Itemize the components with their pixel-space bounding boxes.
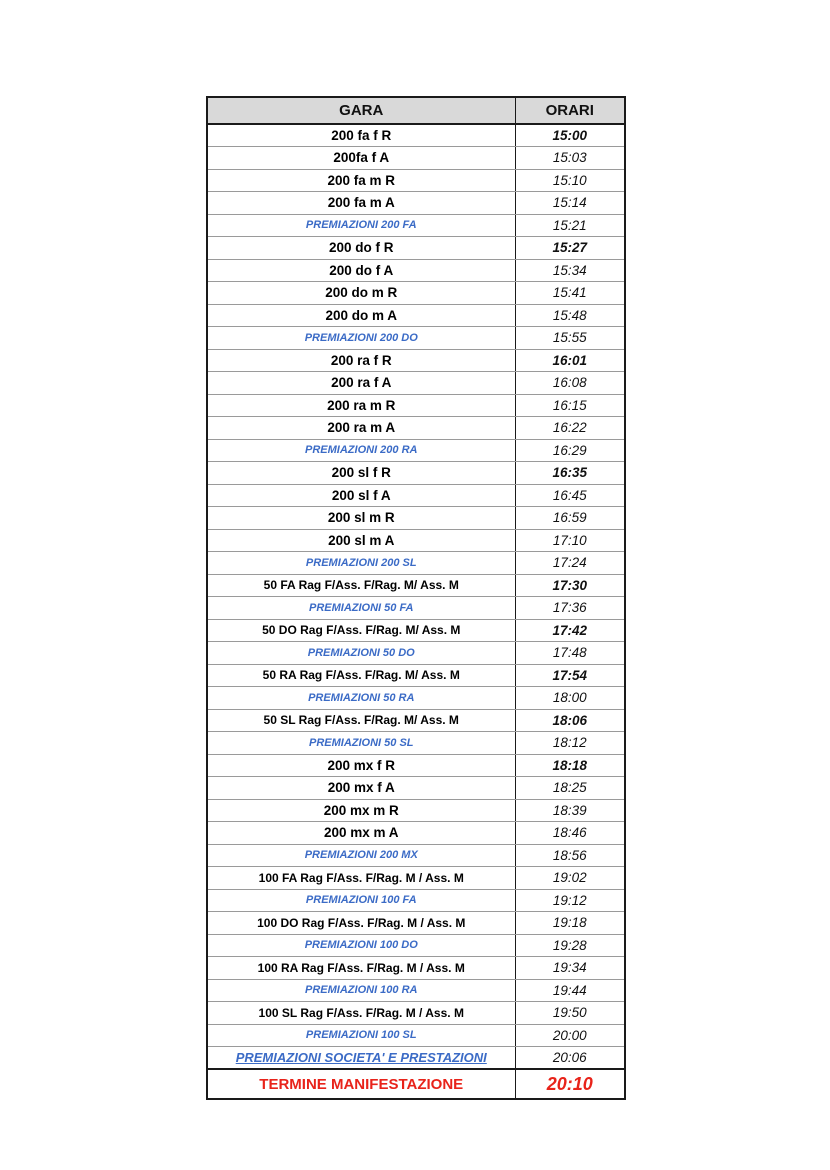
- table-row: [207, 484, 625, 507]
- table-row: [207, 237, 625, 260]
- orari-cell: 19:50: [515, 1002, 625, 1025]
- table-row: [207, 147, 625, 170]
- orari-cell: 18:06: [515, 709, 625, 732]
- gara-cell: 50 DO Rag F/Ass. F/Rag. M/ Ass. M: [207, 619, 515, 642]
- orari-cell: 18:12: [515, 732, 625, 755]
- table-row: [207, 192, 625, 215]
- orari-cell: 17:42: [515, 619, 625, 642]
- orari-cell: 15:48: [515, 304, 625, 327]
- gara-cell: 200 ra m A: [207, 417, 515, 440]
- gara-cell: 200 sl f R: [207, 462, 515, 485]
- orari-cell: 19:12: [515, 889, 625, 912]
- orari-cell: 16:35: [515, 462, 625, 485]
- orari-cell: 15:00: [515, 124, 625, 147]
- orari-cell: 16:15: [515, 394, 625, 417]
- table-row: [207, 732, 625, 755]
- table-row: [207, 282, 625, 305]
- table-row: [207, 259, 625, 282]
- table-row: [207, 417, 625, 440]
- gara-cell: 200 sl f A: [207, 484, 515, 507]
- orari-cell: 15:27: [515, 237, 625, 260]
- table-row: [207, 844, 625, 867]
- orari-cell: 20:06: [515, 1047, 625, 1070]
- premiazioni-cell: PREMIAZIONI 50 SL: [207, 732, 515, 755]
- table-row: [207, 664, 625, 687]
- premiazioni-cell: PREMIAZIONI 200 DO: [207, 327, 515, 350]
- header-orari: ORARI: [515, 97, 625, 124]
- table-row: [207, 687, 625, 710]
- gara-cell: 100 DO Rag F/Ass. F/Rag. M / Ass. M: [207, 912, 515, 935]
- gara-cell: 200 do f A: [207, 259, 515, 282]
- table-row: [207, 462, 625, 485]
- orari-cell: 19:18: [515, 912, 625, 935]
- table-row: [207, 777, 625, 800]
- premiazioni-cell: PREMIAZIONI 50 FA: [207, 597, 515, 620]
- table-row: [207, 214, 625, 237]
- table-row: [207, 439, 625, 462]
- orari-cell: 15:41: [515, 282, 625, 305]
- orari-cell: 18:00: [515, 687, 625, 710]
- gara-cell: 50 FA Rag F/Ass. F/Rag. M/ Ass. M: [207, 574, 515, 597]
- orari-cell: 15:03: [515, 147, 625, 170]
- gara-cell: 100 RA Rag F/Ass. F/Rag. M / Ass. M: [207, 957, 515, 980]
- table-row: [207, 619, 625, 642]
- table-row: [207, 642, 625, 665]
- orari-cell: 15:14: [515, 192, 625, 215]
- orari-cell: 19:44: [515, 979, 625, 1002]
- orari-cell: 18:25: [515, 777, 625, 800]
- premiazioni-cell: PREMIAZIONI 200 FA: [207, 214, 515, 237]
- premiazioni-cell: PREMIAZIONI 100 RA: [207, 979, 515, 1002]
- table-row: [207, 552, 625, 575]
- orari-cell: 15:55: [515, 327, 625, 350]
- premiazioni-cell: PREMIAZIONI 200 RA: [207, 439, 515, 462]
- table-row: [207, 867, 625, 890]
- gara-cell: 200 mx f A: [207, 777, 515, 800]
- gara-cell: 200 sl m R: [207, 507, 515, 530]
- orari-cell: 16:45: [515, 484, 625, 507]
- orari-cell: 15:10: [515, 169, 625, 192]
- table-row: [207, 957, 625, 980]
- table-row: [207, 912, 625, 935]
- gara-cell: 200 mx m R: [207, 799, 515, 822]
- orari-cell: 17:30: [515, 574, 625, 597]
- gara-cell: 200 mx f R: [207, 754, 515, 777]
- orari-cell: 18:46: [515, 822, 625, 845]
- table-row: [207, 979, 625, 1002]
- termine-manifestazione-cell: TERMINE MANIFESTAZIONE: [207, 1069, 515, 1099]
- header-row: [207, 97, 625, 124]
- orari-cell: 18:56: [515, 844, 625, 867]
- table-row: [207, 574, 625, 597]
- termine-row: [207, 1069, 625, 1099]
- orari-cell: 17:54: [515, 664, 625, 687]
- table-row: [207, 327, 625, 350]
- premiazioni-cell: PREMIAZIONI 200 MX: [207, 844, 515, 867]
- table-row: [207, 169, 625, 192]
- orari-cell: 16:01: [515, 349, 625, 372]
- table-row: [207, 372, 625, 395]
- orari-cell: 15:21: [515, 214, 625, 237]
- premiazioni-cell: PREMIAZIONI 100 FA: [207, 889, 515, 912]
- table-row: [207, 304, 625, 327]
- orari-cell: 15:34: [515, 259, 625, 282]
- orari-cell: 19:02: [515, 867, 625, 890]
- gara-cell: 50 SL Rag F/Ass. F/Rag. M/ Ass. M: [207, 709, 515, 732]
- table-row: [207, 889, 625, 912]
- orari-cell: 17:24: [515, 552, 625, 575]
- gara-cell: 100 FA Rag F/Ass. F/Rag. M / Ass. M: [207, 867, 515, 890]
- gara-cell: 200 mx m A: [207, 822, 515, 845]
- orari-cell: 19:34: [515, 957, 625, 980]
- table-row: [207, 934, 625, 957]
- header-gara: GARA: [207, 97, 515, 124]
- premiazioni-cell: PREMIAZIONI 200 SL: [207, 552, 515, 575]
- orari-cell: 20:00: [515, 1024, 625, 1047]
- gara-cell: 200 fa m A: [207, 192, 515, 215]
- premiazioni-cell: PREMIAZIONI 50 RA: [207, 687, 515, 710]
- termine-orari-cell: 20:10: [515, 1069, 625, 1099]
- gara-cell: 50 RA Rag F/Ass. F/Rag. M/ Ass. M: [207, 664, 515, 687]
- table-row: [207, 394, 625, 417]
- table-row: [207, 349, 625, 372]
- gara-cell: 200 do f R: [207, 237, 515, 260]
- orari-cell: 18:18: [515, 754, 625, 777]
- premiazioni-cell: PREMIAZIONI 100 DO: [207, 934, 515, 957]
- gara-cell: 200 do m R: [207, 282, 515, 305]
- gara-cell: 200fa f A: [207, 147, 515, 170]
- orari-cell: 17:48: [515, 642, 625, 665]
- table-row: [207, 1002, 625, 1025]
- premiazioni-cell: PREMIAZIONI 100 SL: [207, 1024, 515, 1047]
- table-row: [207, 597, 625, 620]
- table-row: [207, 507, 625, 530]
- gara-cell: 100 SL Rag F/Ass. F/Rag. M / Ass. M: [207, 1002, 515, 1025]
- table-row: [207, 124, 625, 147]
- gara-cell: 200 sl m A: [207, 529, 515, 552]
- gara-cell: 200 ra m R: [207, 394, 515, 417]
- premiazioni-societa-cell: PREMIAZIONI SOCIETA' E PRESTAZIONI: [207, 1047, 515, 1070]
- gara-cell: 200 ra f R: [207, 349, 515, 372]
- gara-cell: 200 fa m R: [207, 169, 515, 192]
- table-row: [207, 799, 625, 822]
- orari-cell: 17:10: [515, 529, 625, 552]
- schedule-table: [206, 96, 626, 1100]
- table-row: [207, 754, 625, 777]
- table-row: [207, 822, 625, 845]
- gara-cell: 200 fa f R: [207, 124, 515, 147]
- orari-cell: 18:39: [515, 799, 625, 822]
- orari-cell: 16:22: [515, 417, 625, 440]
- premiazioni-cell: PREMIAZIONI 50 DO: [207, 642, 515, 665]
- gara-cell: 200 ra f A: [207, 372, 515, 395]
- orari-cell: 17:36: [515, 597, 625, 620]
- table-row: [207, 529, 625, 552]
- table-row: [207, 709, 625, 732]
- orari-cell: 16:59: [515, 507, 625, 530]
- orari-cell: 16:29: [515, 439, 625, 462]
- orari-cell: 16:08: [515, 372, 625, 395]
- table-row: [207, 1024, 625, 1047]
- gara-cell: 200 do m A: [207, 304, 515, 327]
- orari-cell: 19:28: [515, 934, 625, 957]
- table-row: [207, 1047, 625, 1070]
